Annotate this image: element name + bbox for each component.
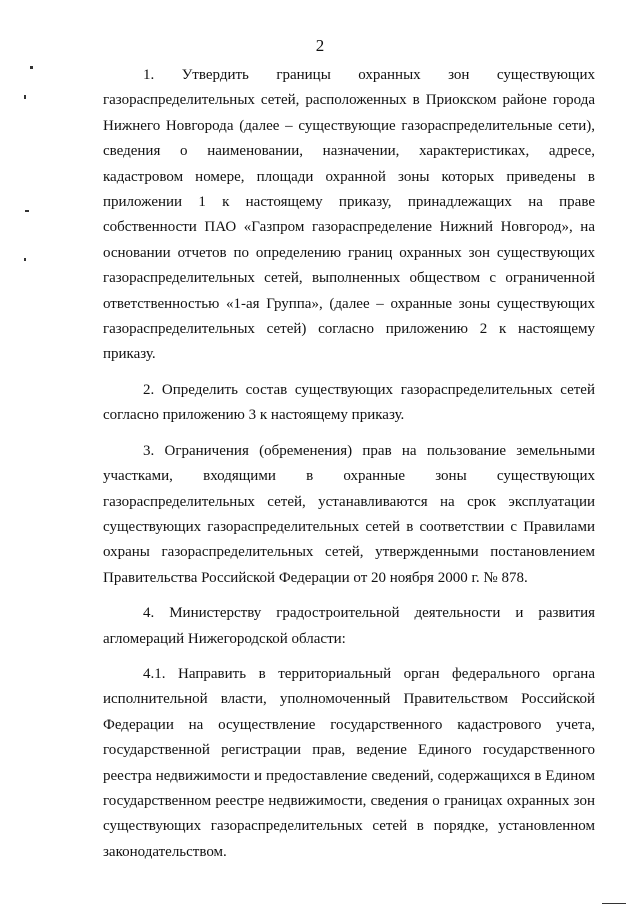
scan-mark	[602, 903, 626, 904]
document-body	[103, 63, 595, 875]
paragraph-2: 2. Определить состав существующих газораспределительных сетей согласно приложению 3 к настоящему приказу.	[103, 381, 595, 424]
paragraph-1: 1. Утвердить границы охранных зон существующих газораспределительных сетей, расположенных в Приокском районе города Нижнего Новгорода (далее – существующие газораспределительные сети), сведения о наименовании, назначении, характеристиках, адресе, кадастровом номере, площади охранной зоны которых приведены в приложении 1 к настоящему приказу, принадлежащих на праве собственности ПАО «Газпром газораспределение Нижний Новгород», на основании отчетов по определению границ охранных зон существующих газораспределительных сетей, выполненных обществом с ограниченной ответственностью «1-ая Группа», (далее – охранные зоны существующих газораспределительных сетей) согласно приложению 2 к настоящему приказу.	[103, 67, 595, 363]
paragraph-4-1: 4.1. Направить в территориальный орган федерального органа исполнительной власти, уполномоченный Правительством Российской Федерации на осуществление государственного кадастрового учета, государственной регистрации прав, ведение Единого государственного реестра недвижимости и предоставление сведений, содержащихся в Едином государственном реестре недвижимости, сведения о границах охранных зон существующих газораспределительных сетей в порядке, установленном законодательством.	[103, 665, 595, 860]
scan-mark	[24, 95, 26, 99]
scan-mark	[24, 258, 26, 261]
paragraph-4: 4. Министерству градостроительной деятельности и развития агломераций Нижегородской области:	[103, 605, 595, 647]
scan-mark	[30, 66, 33, 69]
scan-mark	[25, 210, 29, 212]
page-number: 2	[315, 36, 325, 55]
paragraph-3: 3. Ограничения (обременения) прав на пользование земельными участками, входящими в охранные зоны существующих газораспределительных сетей, устанавливаются на срок эксплуатации существующих газораспределительных сетей в соответствии с Правилами охраны газораспределительных сетей, утвержденными постановлением Правительства Российской Федерации от 20 ноября 2000 г. № 878.	[103, 442, 595, 586]
